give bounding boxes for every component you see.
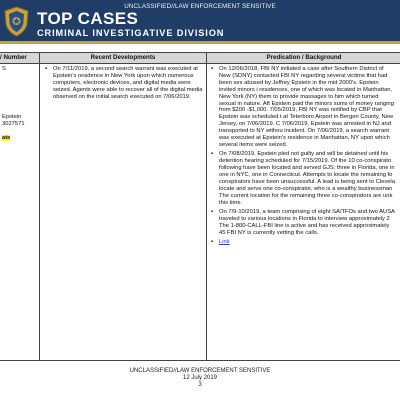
fbi-badge-icon: [3, 6, 30, 37]
column-header-number: / Number: [0, 54, 27, 61]
subject-name: Epstein: [2, 113, 22, 120]
list-item: ▪ On 7/08/2019, Epstein pled not guilty and will be detained until his detention hearing scheduled for 7/15/2019. Of the 10 co-conspirato following have been located and served GJS; three in Florida, one in one in NYC, one in Connecticut. Attempts to locate the remaining fo conspirators have been unsuccessful. A lead is being sent to Clevela locate and serve one co-conspirator, who is a wealthy businessman The current location for the remaining three co-conspirators are unk this time.: [211, 151, 396, 206]
table-header-row: [0, 52, 400, 64]
case-status-highlight: ate: [2, 134, 11, 141]
column-header-recent-developments: Recent Developments: [90, 54, 156, 61]
case-number: 3027571: [2, 120, 25, 127]
case-name-fragment: S: [2, 66, 6, 72]
column-divider: [206, 52, 207, 361]
table-bottom-border: [0, 360, 400, 361]
page-title: TOP CASES: [37, 9, 139, 28]
document-date: 12 July 2019: [182, 375, 218, 381]
reference-link[interactable]: Link: [219, 238, 230, 245]
column-divider: [39, 52, 40, 361]
classification-banner-top: UNCLASSIFIED//LAW ENFORCEMENT SENSITIVE: [124, 3, 276, 10]
list-item: ▪ On 12/06/2018, FBI NY initiated a case after Southern District of New (SDNY) contacted FBI NY regarding several victims that had been sex abused by Jeffrey Epstein in the mid 2000's. Epstein invited minors i residences, one of which was located in Manhattan, New York (NY) them to provide massages to him which turned sexual in nature. Aft Epstein paid the minors sums of money ranging from $200 -$1,000. 7/05/2019, FBI NY was notified by CBP that Epstein was scheduled t at Teterboro Airport in Bergen County, New Jersey, on 7/06/2019. C 7/06/2019, Epstein was arrested in NJ and transported to NY withou incident. On 7/06/2019, a search warrant was executed at Epstein's residence in Manhattan, NY upon which several items were seized.: [211, 66, 396, 149]
page-subtitle: CRIMINAL INVESTIGATIVE DIVISION: [37, 28, 225, 38]
list-item: ▪ On 7/11/2019, a second search warrant was executed at Epstein's residence in New York upon which numerous computers, electronic devices, and digital media were seized. Agents were able to recover all of the digital media observed on the initial search executed on 7/06/2019.: [45, 66, 203, 101]
top-cases-table: [0, 52, 400, 360]
list-item: ▪ On 7/9-10/2019, a team comprising of eight SA/TFOs and two AUSA traveled to various locations in Florida to interview approximately 2 The 1-800-CALL-FBI line is active and has received approximately 45 FBI NY is currently vetting the calls.: [211, 209, 396, 237]
predication-cell: [211, 66, 396, 248]
page-number: 3: [198, 382, 202, 388]
classification-banner-bottom: UNCLASSIFIED//LAW ENFORCEMENT SENSITIVE: [129, 368, 271, 374]
case-number-cell: [2, 66, 38, 142]
recent-developments-cell: [45, 66, 203, 103]
column-header-predication: Predication / Background: [266, 54, 342, 61]
